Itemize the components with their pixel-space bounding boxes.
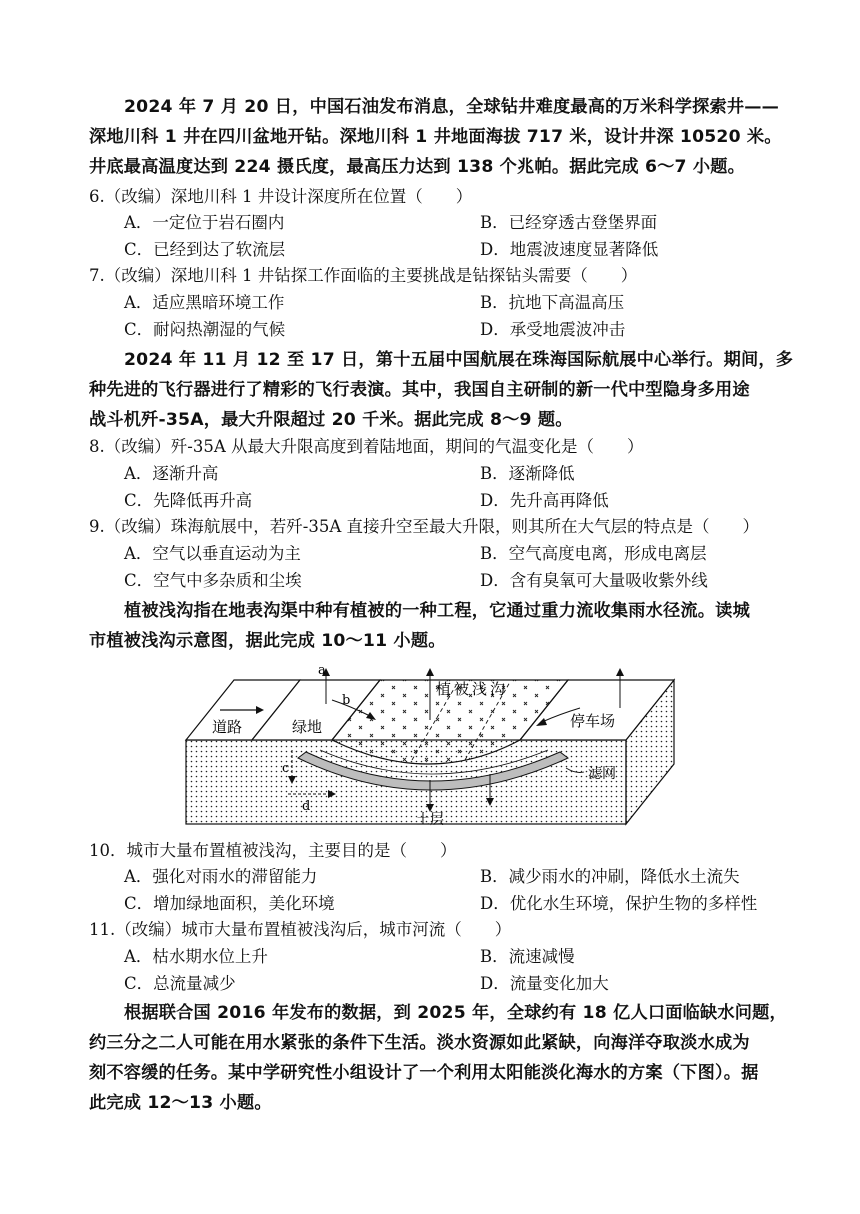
question-10-option-d[interactable]: D．优化水生环境，保护生物的多样性 xyxy=(480,894,758,913)
question-9-option-c[interactable]: C．空气中多杂质和尘埃 xyxy=(124,571,302,590)
passage-line: 植被浅沟指在地表沟渠中种有植被的一种工程，它通过重力流收集雨水径流。读城 xyxy=(124,601,750,621)
passage-line: 战斗机歼-35A，最大升限超过 20 千米。据此完成 8～9 题。 xyxy=(89,410,573,430)
label-green: 绿地 xyxy=(292,718,323,736)
label-filter: 滤网 xyxy=(588,766,616,782)
passage-line: 种先进的飞行器进行了精彩的飞行表演。其中，我国自主研制的新一代中型隐身多用途 xyxy=(89,380,750,400)
question-8-option-d[interactable]: D．先升高再降低 xyxy=(480,491,609,510)
passage-swale xyxy=(89,596,779,656)
passage-line: 2024 年 11 月 12 至 17 日，第十五届中国航展在珠海国际航展中心举行。期间，多 xyxy=(124,350,794,370)
question-9-option-b[interactable]: B．空气高度电离，形成电离层 xyxy=(480,544,707,563)
question-8-option-b[interactable]: B．逐渐降低 xyxy=(480,464,575,483)
question-11-stem: 11.（改编）城市大量布置植被浅沟后，城市河流（ ） xyxy=(89,920,512,939)
question-11-option-a[interactable]: A．枯水期水位上升 xyxy=(124,947,268,966)
question-6-option-c[interactable]: C．已经到达了软流层 xyxy=(124,240,286,259)
question-10-option-b[interactable]: B．减少雨水的冲刷，降低水土流失 xyxy=(480,867,740,886)
question-10-option-c[interactable]: C．增加绿地面积，美化环境 xyxy=(124,894,335,913)
question-11-option-d[interactable]: D．流量变化加大 xyxy=(480,974,609,993)
passage-airshow xyxy=(89,345,794,435)
question-9-stem: 9.（改编）珠海航展中，若歼-35A 直接升空至最大升限，则其所在大气层的特点是（ ） xyxy=(89,517,759,536)
question-6-option-a[interactable]: A．一定位于岩石圈内 xyxy=(124,213,285,232)
passage-line: 深地川科 1 井在四川盆地开钻。深地川科 1 井地面海拔 717 米，设计井深 10520 米。 xyxy=(89,127,782,147)
question-7-option-a[interactable]: A．适应黑暗环境工作 xyxy=(124,293,285,312)
passage-well xyxy=(89,92,782,182)
question-9-option-d[interactable]: D．含有臭氧可大量吸收紫外线 xyxy=(480,571,708,590)
question-6-option-d[interactable]: D．地震波速度显著降低 xyxy=(480,240,659,259)
question-10-option-a[interactable]: A．强化对雨水的滞留能力 xyxy=(124,867,318,886)
label-c: c xyxy=(282,761,290,776)
swale-diagram xyxy=(180,660,680,828)
label-parking: 停车场 xyxy=(570,712,616,730)
passage-line: 2024 年 7 月 20 日，中国石油发布消息，全球钻井难度最高的万米科学探索井—— xyxy=(124,97,780,117)
passage-line: 根据联合国 2016 年发布的数据，到 2025 年，全球约有 18 亿人口面临缺水问题， xyxy=(124,1003,787,1023)
question-11-option-b[interactable]: B．流速减慢 xyxy=(480,947,575,966)
passage-line: 市植被浅沟示意图，据此完成 10～11 小题。 xyxy=(89,631,446,651)
passage-desalination xyxy=(89,998,787,1118)
label-road: 道路 xyxy=(212,718,243,736)
question-6-option-b[interactable]: B．已经穿透古登堡界面 xyxy=(480,213,658,232)
label-d: d xyxy=(302,799,311,814)
question-8-option-c[interactable]: C．先降低再升高 xyxy=(124,491,253,510)
question-10-stem: 10．城市大量布置植被浅沟，主要目的是（ ） xyxy=(89,841,457,860)
label-b: b xyxy=(342,693,351,708)
label-soil: 土层 xyxy=(416,812,444,828)
question-8-option-a[interactable]: A．逐渐升高 xyxy=(124,464,219,483)
label-a: a xyxy=(318,663,326,678)
passage-line: 约三分之二人可能在用水紧张的条件下生活。淡水资源如此紧缺，向海洋夺取淡水成为 xyxy=(89,1033,750,1053)
question-7-option-b[interactable]: B．抗地下高温高压 xyxy=(480,293,625,312)
passage-line: 此完成 12～13 小题。 xyxy=(89,1093,272,1113)
question-7-option-c[interactable]: C．耐闷热潮湿的气候 xyxy=(124,320,286,339)
passage-line: 井底最高温度达到 224 摄氏度，最高压力达到 138 个兆帕。据此完成 6～7 小题。 xyxy=(89,157,746,177)
question-7-option-d[interactable]: D．承受地震波冲击 xyxy=(480,320,626,339)
question-7-stem: 7.（改编）深地川科 1 井钻探工作面临的主要挑战是钻探钻头需要（ ） xyxy=(89,266,638,285)
label-swale: 植被浅沟 xyxy=(436,680,509,698)
question-11-option-c[interactable]: C．总流量减少 xyxy=(124,974,236,993)
question-8-stem: 8.（改编）歼-35A 从最大升限高度到着陆地面，期间的气温变化是（ ） xyxy=(89,437,644,456)
question-9-option-a[interactable]: A．空气以垂直运动为主 xyxy=(124,544,301,563)
question-6-stem: 6.（改编）深地川科 1 井设计深度所在位置（ ） xyxy=(89,187,473,206)
passage-line: 刻不容缓的任务。某中学研究性小组设计了一个利用太阳能淡化海水的方案（下图）。据 xyxy=(89,1063,759,1083)
